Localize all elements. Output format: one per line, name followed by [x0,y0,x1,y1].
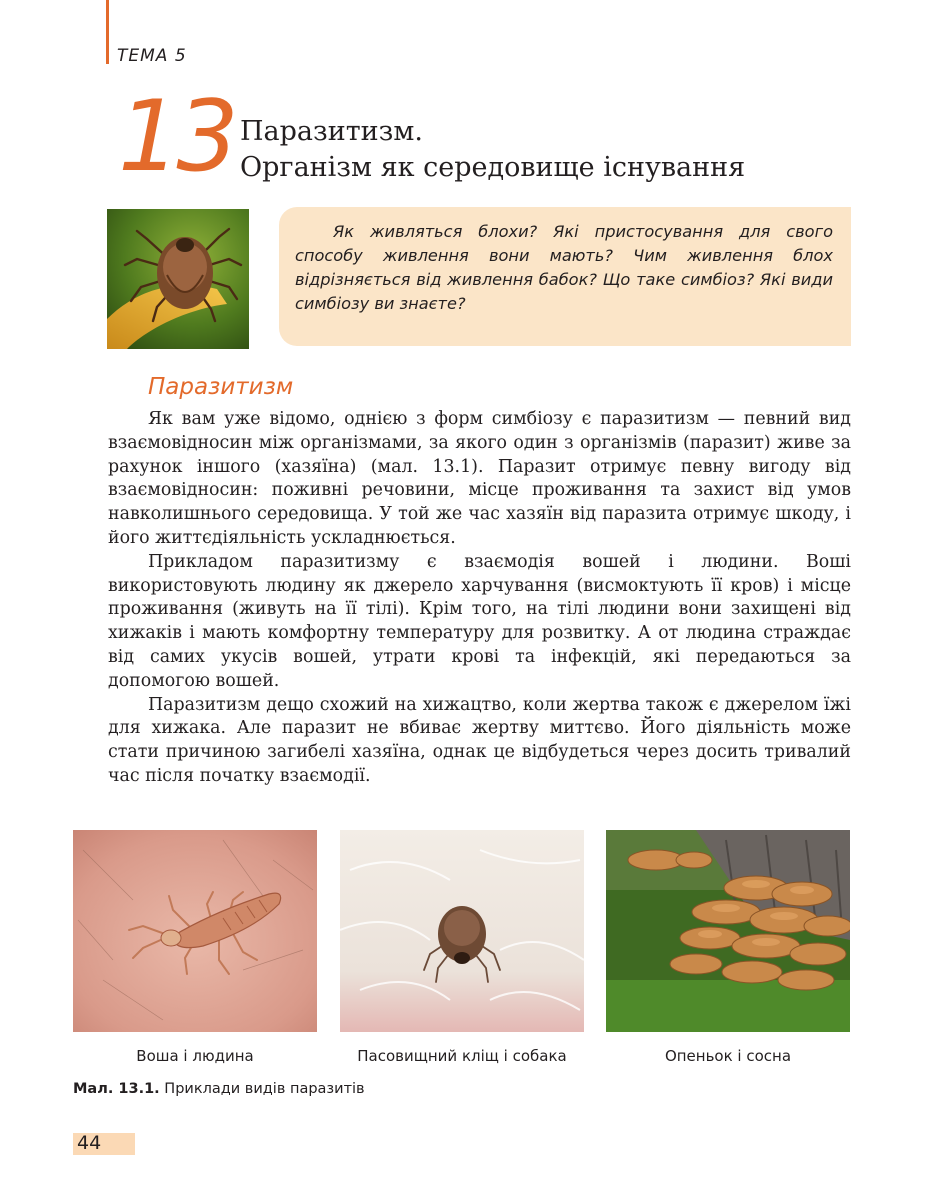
figure-label: Мал. 13.1. [73,1081,160,1097]
photo-caption-tick: Пасовищний кліщ і собака [357,1047,567,1065]
question-box [279,207,851,346]
tick-on-leaf-photo [107,209,249,349]
paragraph-3: Паразитизм дещо схожий на хижацтво, коли жертва також є джерелом їжі для хижака. Але паразит не вбиває жертву миттєво. Його діяльність може стати причиною загибелі хазяїна, однак це відбудеться через досить тривалий час після початку взаємодії. [108,694,851,786]
topic-label: ТЕМА 5 [117,46,187,66]
louse-on-skin-photo [73,830,317,1032]
figure-caption [73,1081,365,1097]
section-heading: Паразитизм [148,374,294,400]
figure-text: Приклади видів паразитів [159,1081,365,1097]
lesson-number: 13 [118,80,235,194]
honey-fungus-photo [606,830,850,1032]
page-number: 44 [77,1132,102,1154]
tick-on-dog-photo [340,830,584,1032]
question-text: Як живляться блохи? Які пристосування для свого способу живлення вони мають? Чим живлення блох відрізняється від живлення бабок? Що таке симбіоз? Які види симбіозу ви знаєте? [295,222,833,313]
lesson-title-line-1: Паразитизм. [240,116,423,147]
paragraph-1: Як вам уже відомо, однією з форм симбіозу є паразитизм — певний вид взаємовідносин між організмами, за якого один з організмів (паразит) живе за рахунок іншого (хазяїна) (мал. 13.1). Паразит отримує певну вигоду від взаємовідносин: поживні речовини, місце проживання та захист від умов навколишнього середовища. У той же час хазяїн від паразита отримує шкоду, і його життєдіяльність ускладнюється. [108,409,851,548]
lesson-title-line-2: Організм як середовище існування [240,152,746,183]
photo-caption-fungus: Опеньок і сосна [664,1047,792,1065]
lesson-title [240,114,745,186]
paragraph-2: Прикладом паразитизму є взаємодія вошей і людини. Воші використовують людину як джерело харчування (висмоктують її кров) і місце проживання (живуть на її тілі). Крім того, на тілі людини вони захищені від хижаків і мають комфортну температуру для розвитку. А от людина страждає від самих укусів вошей, утрати крові та інфекцій, які передаються за допомогою вошей. [108,551,851,691]
photo-caption-louse: Воша і людина [136,1047,254,1065]
body-text [108,408,851,789]
topic-accent-bar [106,0,109,64]
